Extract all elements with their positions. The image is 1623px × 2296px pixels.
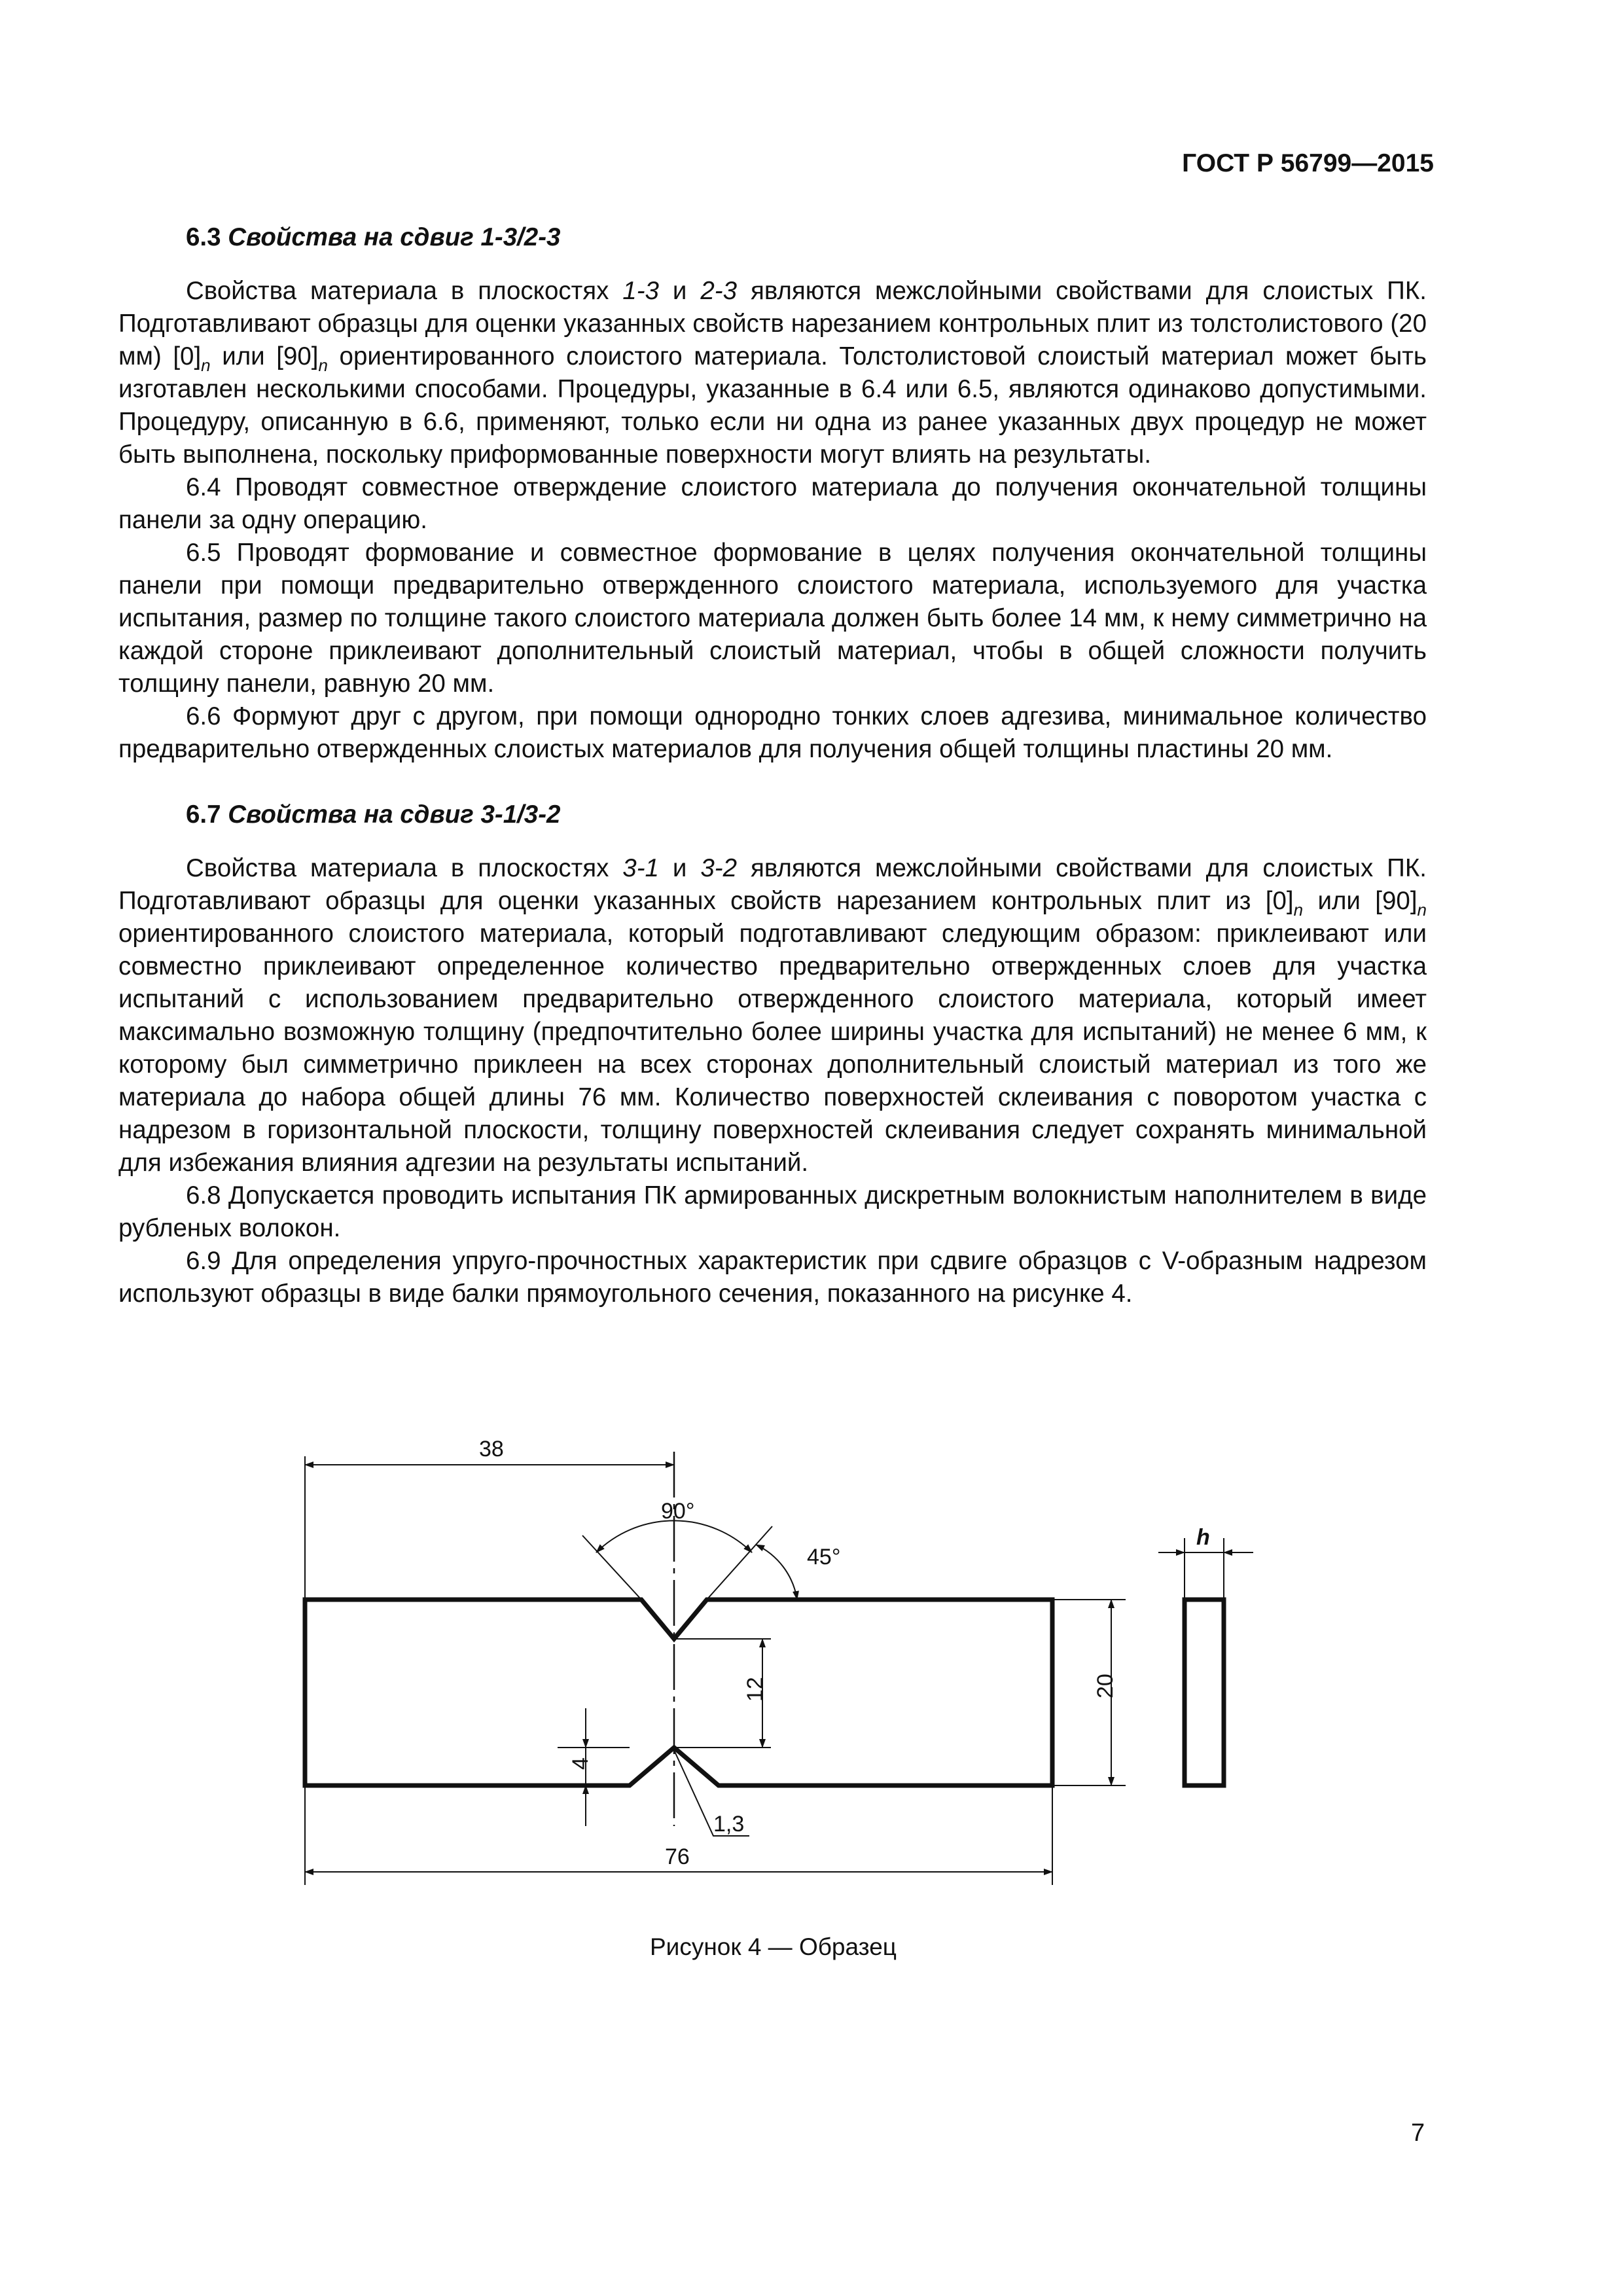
label-76: 76 (665, 1844, 690, 1869)
label-45-degrees: 45° (807, 1545, 841, 1570)
label-90-degrees: 90° (661, 1499, 695, 1524)
section-heading-6-3: 6.3 Свойства на сдвиг 1-3/2-3 (186, 223, 561, 251)
angle-arc-45 (756, 1545, 797, 1600)
paragraph-6-7: Свойства материала в плоскостях 3-1 и 3-2 являются межслойными свойствами для слоистых ПК. Подготавливают образцы для оценки указанных свойств нарезанием контрольных плит из $[0]_n$ или $[90]_n$ ориентированного слоистого материала, который подготавливают следующим образом: приклеивают или совместно приклеивают определенное количество предварительно отвержденных слоев для участка испытаний с использованием предварительно отвержденного слоистого материала, который имеет максимально возможную толщину (предпочтительно более ширины участка для испытаний) не менее 6 мм, к которому был симметрично приклеен на всех сторонах дополнительный слоистый материал из того же материала до набора общей длины 76 мм. Количество поверхностей склеивания с поворотом участка с надрезом в горизонтальной плоскости, толщину поверхностей склеивания следует сохранять минимальной для избежания влияния адгезии на результаты испытаний. (118, 854, 1427, 1177)
label-h: h (1196, 1525, 1210, 1550)
page-number: 7 (1411, 2119, 1425, 2147)
document-header: ГОСТ Р 56799—2015 (1182, 149, 1434, 177)
label-20: 20 (1093, 1674, 1118, 1698)
label-12: 12 (743, 1677, 768, 1702)
section-heading-6-7: 6.7 Свойства на сдвиг 3-1/3-2 (186, 800, 561, 829)
label-1-3: 1,3 (713, 1812, 745, 1837)
cross-section (1185, 1600, 1224, 1785)
paragraph-6-3: Свойства материала в плоскостях 1-3 и 2-3 являются межслойными свойствами для слоистых ПК. Подготавливают образцы для оценки указанных свойств нарезанием контрольных плит из толстолистового (20 мм) $[0]_n$ или $[90]_n$ ориентированного слоистого материала. Толстолистовой слоистый материал может быть изготавлен несколькими способами. Процедуры, указанные в 6.4 или 6.5, являются одинаково допустимыми. Процедуру, описанную в 6.6, применяют, только если ни одна из ранее указанных двух процедур не может быть выполнена, поскольку приформованные поверхности могут влиять на результаты. (118, 277, 1427, 469)
figure-caption: Рисунок 4 — Образец (650, 1933, 897, 1960)
body-text (118, 221, 1427, 1310)
specimen-drawing (262, 1414, 1276, 1885)
paragraph-6-6: 6.6 Формуют друг с другом, при помощи однородно тонких слоев адгезива, минимальное количество предварительно отвержденных слоистых материалов для получения общей толщины пластины 20 мм. (118, 702, 1427, 763)
paragraph-6-5: 6.5 Проводят формование и совместное формование в целях получения окончательной толщины панели при помощи предварительно отвержденного слоистого материала, используемого для участка испытания, размер по толщине такого слоистого материала должен быть более 14 мм, к нему симметрично на каждой стороне приклеивают дополнительный слоистый материал, чтобы в общей сложности получить толщину панели, равную 20 мм. (118, 539, 1427, 698)
label-4: 4 (568, 1757, 593, 1770)
paragraph-6-4: 6.4 Проводят совместное отверждение слоистого материала до получения окончательной толщины панели за одну операцию. (118, 473, 1427, 534)
label-38: 38 (479, 1437, 504, 1462)
paragraph-6-9: 6.9 Для определения упруго-прочностных характеристик при сдвиге образцов с V-образным надрезом используют образцы в виде балки прямоугольного сечения, показанного на рисунке 4. (118, 1247, 1427, 1308)
paragraph-6-8: 6.8 Допускается проводить испытания ПК армированных дискретным волокнистым наполнителем в виде рубленых волокон. (118, 1181, 1427, 1242)
specimen-outline (305, 1600, 1052, 1785)
